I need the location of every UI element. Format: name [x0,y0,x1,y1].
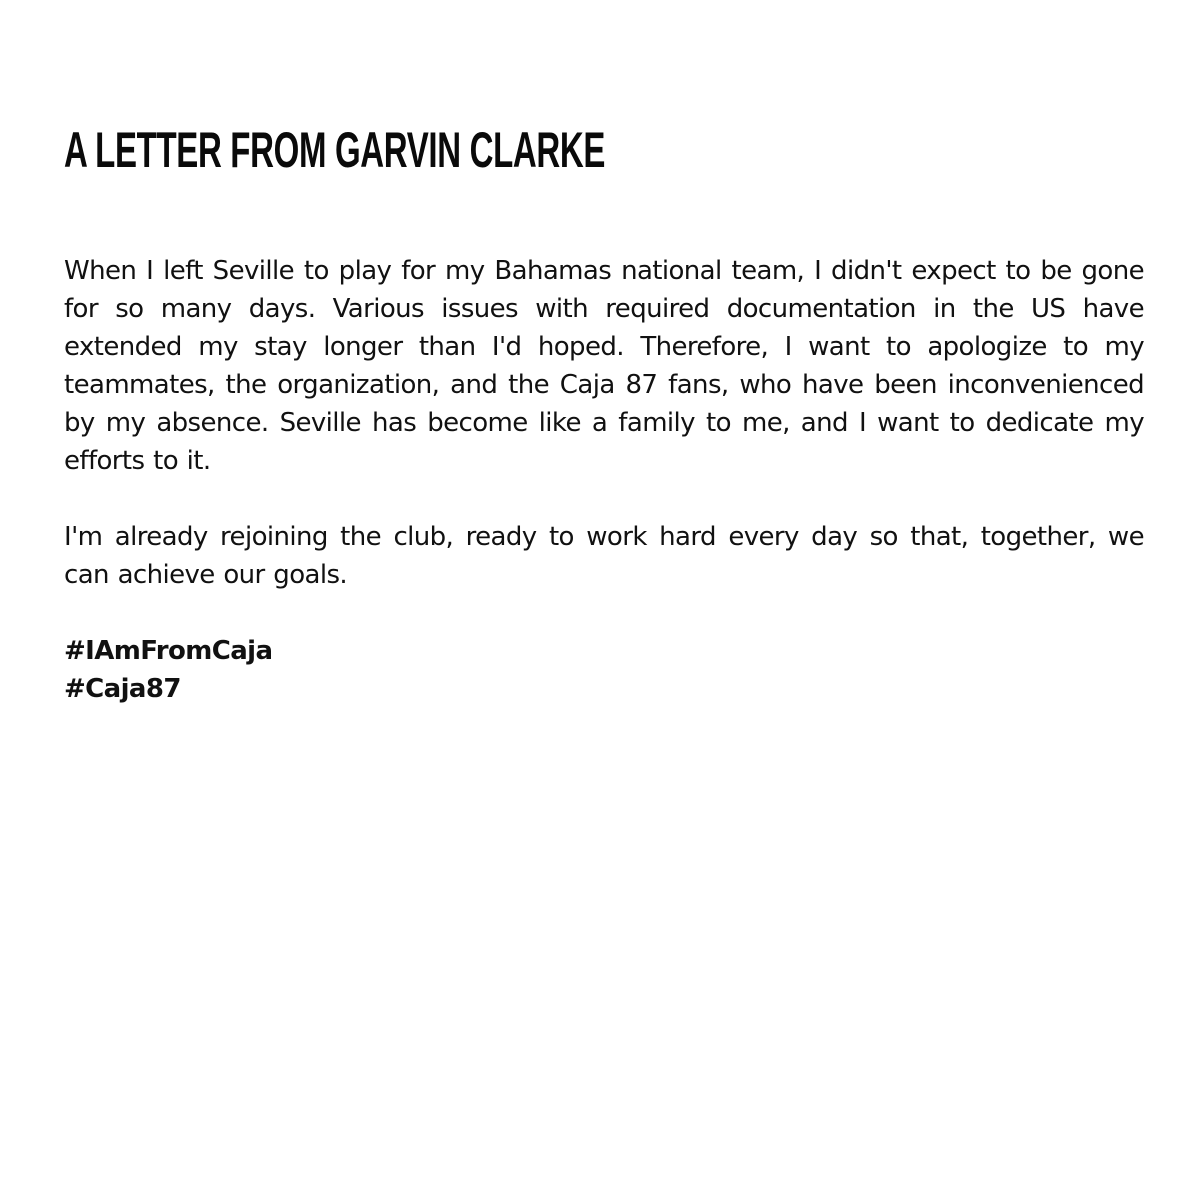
letter-paragraph-2: I'm already rejoining the club, ready to work hard every day so that, together, we can achieve our goals. [64,522,1144,590]
hashtag-iamfromcaja: #IAmFromCaja [64,636,273,666]
letter-paragraph-1: When I left Seville to play for my Bahamas national team, I didn't expect to be gone for so many days. Various issues with required documentation in the US have extended my stay longer than I'd hoped. Therefore, I want to apologize to my teammates, the organization, and the Caja 87 fans, who have been inconvenienced by my absence. Seville has become like a family to me, and I want to dedicate my efforts to it. [64,256,1144,476]
letter-title: A LETTER FROM GARVIN CLARKE [64,122,606,178]
hashtag-list [64,632,1144,708]
letter-body [64,252,1144,708]
hashtag-caja87: #Caja87 [64,674,181,704]
